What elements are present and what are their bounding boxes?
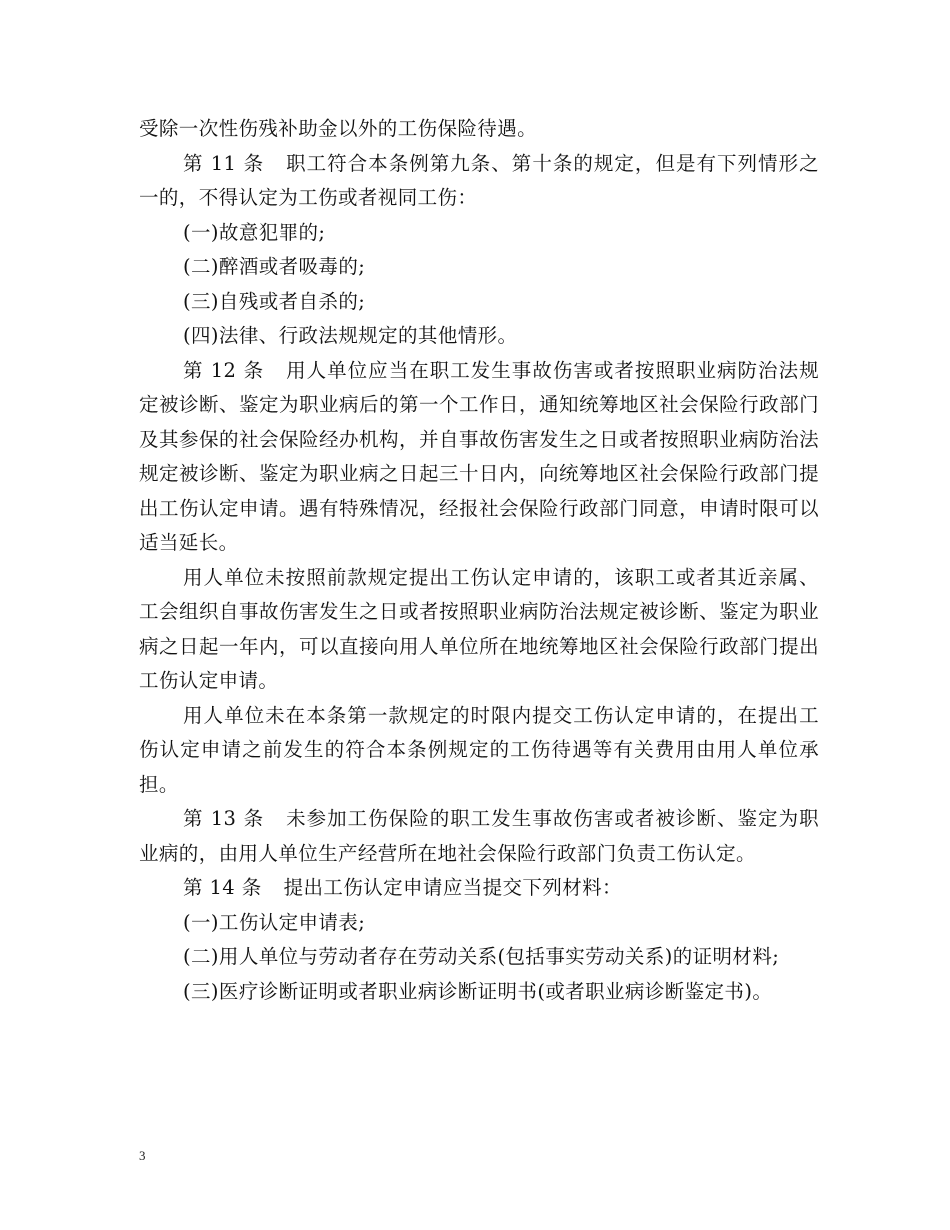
article-11-paragraph [139, 147, 819, 216]
article-14-paragraph [139, 871, 819, 906]
list-item [139, 250, 819, 285]
paragraph-text: 职工符合本条例第九条、第十条的规定，但是有下列情形之一的，不得认定为工伤或者视同工伤： [139, 151, 819, 209]
article-number: 第 14 条 [183, 876, 262, 899]
body-paragraph [139, 561, 819, 699]
body-paragraph [139, 699, 819, 803]
list-item [139, 906, 819, 941]
paragraph-text: (三)自残或者自杀的; [183, 289, 366, 313]
paragraph-text: 受除一次性伤残补助金以外的工伤保险待遇。 [139, 117, 538, 140]
article-number: 第 11 条 [183, 151, 265, 175]
list-item [139, 285, 819, 320]
paragraph-text: (三)医疗诊断证明或者职业病诊断证明书(或者职业病诊断鉴定书)。 [183, 979, 773, 1003]
article-12-paragraph [139, 354, 819, 561]
list-item [139, 319, 819, 354]
paragraph-text: (一)工伤认定申请表; [183, 910, 366, 934]
paragraph-text: 用人单位未在本条第一款规定的时限内提交工伤认定申请的，在提出工伤认定申请之前发生的符合本条例规定的工伤待遇等有关费用由用人单位承担。 [139, 703, 819, 796]
article-number: 第 13 条 [183, 807, 265, 830]
article-13-paragraph [139, 802, 819, 871]
list-item [139, 975, 819, 1010]
page-number: 3 [139, 1148, 146, 1163]
paragraph-text: (一)故意犯罪的; [183, 220, 326, 244]
paragraph-text: (二)醉酒或者吸毒的; [183, 255, 366, 278]
list-item [139, 940, 819, 975]
paragraph-text: (二)用人单位与劳动者存在劳动关系(包括事实劳动关系)的证明材料; [183, 945, 780, 968]
paragraph-text: (四)法律、行政法规规定的其他情形。 [183, 324, 518, 347]
document-body [139, 112, 819, 1009]
paragraph-text: 未参加工伤保险的职工发生事故伤害或者被诊断、鉴定为职业病的，由用人单位生产经营所在地社会保险行政部门负责工伤认定。 [139, 807, 819, 865]
paragraph-text: 提出工伤认定申请应当提交下列材料： [283, 876, 622, 899]
paragraph-text: 用人单位未按照前款规定提出工伤认定申请的，该职工或者其近亲属、工会组织自事故伤害发生之日或者按照职业病防治法规定被诊断、鉴定为职业病之日起一年内，可以直接向用人单位所在地统筹地区社会保险行政部门提出工伤认定申请。 [139, 565, 819, 692]
list-item [139, 216, 819, 251]
paragraph-continuation [139, 112, 819, 147]
paragraph-text: 用人单位应当在职工发生事故伤害或者按照职业病防治法规定被诊断、鉴定为职业病后的第一个工作日，通知统筹地区社会保险行政部门及其参保的社会保险经办机构，并自事故伤害发生之日或者按照职业病防治法规定被诊断、鉴定为职业病之日起三十日内，向统筹地区社会保险行政部门提出工伤认定申请。遇有特殊情况，经报社会保险行政部门同意，申请时限可以适当延长。 [139, 358, 819, 554]
article-number: 第 12 条 [183, 358, 265, 382]
